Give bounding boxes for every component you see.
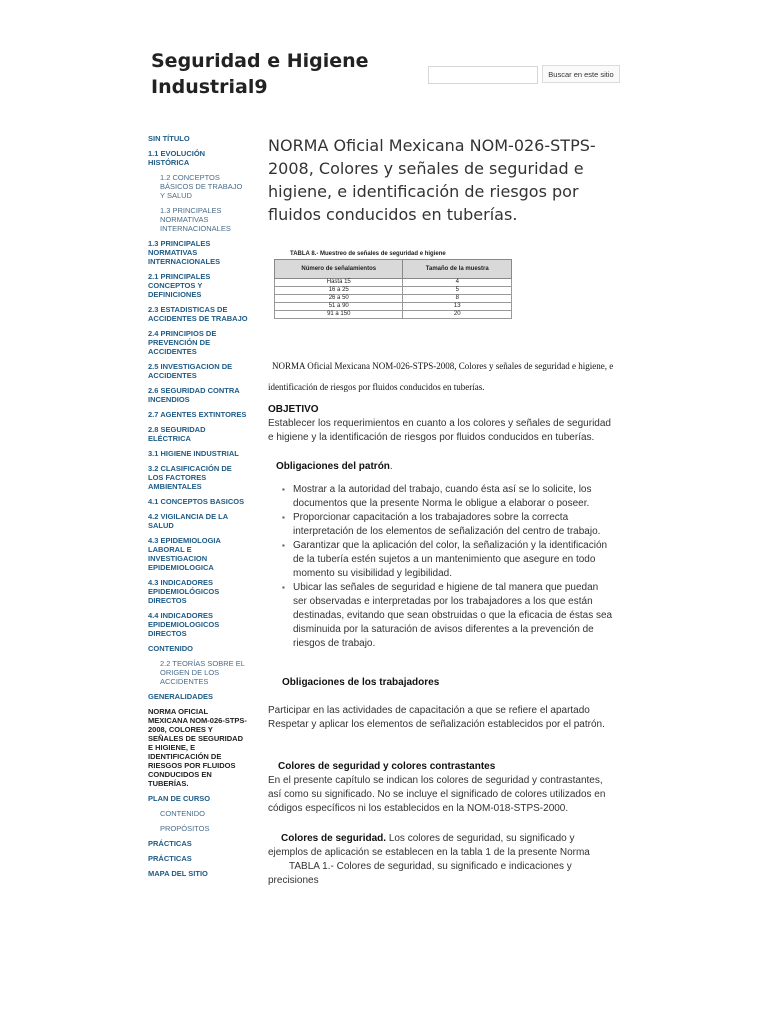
list-item xyxy=(268,581,613,651)
colores-seguridad-label: Colores de seguridad. xyxy=(281,833,387,844)
table-row xyxy=(275,303,512,311)
table-cell: 8 xyxy=(403,295,512,303)
sidebar-item[interactable]: NORMA OFICIAL MEXICANA NOM-026-STPS-2008, COLORES Y SEÑALES DE SEGURIDAD E HIGIENE, E IDENTIFICACIÓN DE RIESGOS POR FLUIDOS CONDUCIDOS EN TUBERÍAS. xyxy=(148,707,247,788)
sidebar-item[interactable]: PRÁCTICAS xyxy=(148,839,192,848)
sidebar-item[interactable]: 4.3 EPIDEMIOLOGIA LABORAL E INVESTIGACION EPIDEMIOLOGICA xyxy=(148,536,221,572)
sidebar-item[interactable]: 2.5 INVESTIGACION DE ACCIDENTES xyxy=(148,362,233,380)
table-cell: 51 a 90 xyxy=(275,303,403,311)
bullet-icon: ▪ xyxy=(282,485,285,494)
sidebar-item[interactable]: CONTENIDO xyxy=(148,644,193,653)
list-item xyxy=(268,539,613,581)
sidebar-item[interactable]: 3.1 HIGIENE INDUSTRIAL xyxy=(148,449,239,458)
sidebar-item[interactable]: 4.2 VIGILANCIA DE LA SALUD xyxy=(148,512,228,530)
colores-text: En el presente capítulo se indican los colores de seguridad y contrastantes, así como su significado. No se incluye el significado de colores utilizados en códigos específicos ni los establecidos en la NOM-018-STPS-2000. xyxy=(268,775,606,814)
sidebar-item[interactable]: CONTENIDO xyxy=(160,809,205,818)
sidebar-item[interactable]: 1.3 PRINCIPALES NORMATIVAS INTERNACIONALES xyxy=(160,206,231,233)
obligaciones-trabajadores-heading: Obligaciones de los trabajadores xyxy=(282,677,440,688)
muestreo-table-image xyxy=(272,249,512,343)
search-input[interactable] xyxy=(428,66,538,84)
sidebar-item[interactable]: 2.2 TEORÍAS SOBRE EL ORIGEN DE LOS ACCIDENTES xyxy=(160,659,245,686)
image-caption: NORMA Oficial Mexicana NOM-026-STPS-2008, Colores y señales de seguridad e higiene, e identificación de riesgos por fluidos conducidos en tuberías. xyxy=(268,361,614,392)
site-title[interactable]: Seguridad e Higiene Industrial9 xyxy=(151,50,369,98)
sidebar-item[interactable]: 2.6 SEGURIDAD CONTRA INCENDIOS xyxy=(148,386,240,404)
obligaciones-trabajadores-text: Participar en las actividades de capacitación a que se refiere el apartado Respetar y aplicar los elementos de señalización establecidos por el patrón. xyxy=(268,705,605,730)
obligaciones-patron-list xyxy=(268,483,613,651)
objetivo-heading: OBJETIVO xyxy=(268,404,319,415)
sidebar-nav xyxy=(148,134,248,884)
page-title: NORMA Oficial Mexicana NOM-026-STPS-2008, Colores y señales de seguridad e higiene, e identificación de riesgos por fluidos conducidos en tuberías. xyxy=(268,136,596,224)
table-cell: 13 xyxy=(403,303,512,311)
obligaciones-patron-label: Obligaciones del patrón xyxy=(276,461,390,472)
table-cell: 26 a 50 xyxy=(275,295,403,303)
table-cell: 20 xyxy=(403,311,512,319)
sidebar-item[interactable]: 4.3 INDICADORES EPIDEMIOLÓGICOS DIRECTOS xyxy=(148,578,220,605)
sidebar-item[interactable]: 1.1 EVOLUCIÓN HISTÓRICA xyxy=(148,149,206,167)
table-cell: 91 a 150 xyxy=(275,311,403,319)
colores-seguridad-paragraph xyxy=(268,832,613,860)
sidebar-item[interactable]: 1.2 CONCEPTOS BÁSICOS DE TRABAJO Y SALUD xyxy=(160,173,243,200)
tabla1-text: TABLA 1.- Colores de seguridad, su significado e indicaciones y precisiones xyxy=(268,861,572,886)
table-header: Tamaño de la muestra xyxy=(403,260,512,279)
muestreo-table xyxy=(274,259,512,319)
sidebar-item[interactable]: 2.4 PRINCIPIOS DE PREVENCIÓN DE ACCIDENTES xyxy=(148,329,217,356)
main-content xyxy=(268,134,613,226)
sidebar-item[interactable]: 2.3 ESTADISTICAS DE ACCIDENTES DE TRABAJO xyxy=(148,305,248,323)
sidebar-item[interactable]: 4.4 INDICADORES EPIDEMIOLOGICOS DIRECTOS xyxy=(148,611,220,638)
list-item xyxy=(268,483,613,511)
table-row xyxy=(275,295,512,303)
list-item-text: Ubicar las señales de seguridad e higiene de tal manera que puedan ser observadas e interpretadas por los trabajadores a los que están destinadas, evitando que sean obstruidas o que la eficacia de éstas sea disminuida por la saturación de avisos diferentes a la prevención de riesgos de trabajo. xyxy=(293,582,613,649)
sidebar-item[interactable]: 3.2 CLASIFICACIÓN DE LOS FACTORES AMBIENTALES xyxy=(148,464,232,491)
table-cell: 5 xyxy=(403,287,512,295)
colores-seguridad-text: Los colores de seguridad, su significado y ejemplos de aplicación se establecen en la tabla 1 de la presente Norma xyxy=(268,833,590,858)
sidebar-item[interactable]: 2.7 AGENTES EXTINTORES xyxy=(148,410,247,419)
objetivo-text: Establecer los requerimientos en cuanto a los colores y señales de seguridad e higiene y la identificación de riesgos por fluidos conducidos en tuberías. xyxy=(268,418,611,443)
table-cell: 16 a 25 xyxy=(275,287,403,295)
colores-heading: Colores de seguridad y colores contrastantes xyxy=(278,761,496,772)
table-cell: Hasta 15 xyxy=(275,279,403,287)
list-item-text: Proporcionar capacitación a los trabajadores sobre la correcta interpretación de los elementos de señalización del centro de trabajo. xyxy=(293,512,601,537)
sidebar-item[interactable]: PRÁCTICAS xyxy=(148,854,192,863)
bullet-icon: ▪ xyxy=(282,583,285,592)
sidebar-item[interactable]: GENERALIDADES xyxy=(148,692,214,701)
sidebar-item[interactable]: 4.1 CONCEPTOS BASICOS xyxy=(148,497,245,506)
bullet-icon: ▪ xyxy=(282,541,285,550)
bullet-icon: ▪ xyxy=(282,513,285,522)
table-image-caption: TABLA 8.- Muestreo de señales de seguridad e higiene xyxy=(290,251,446,257)
list-item-text: Mostrar a la autoridad del trabajo, cuando ésta así se lo solicite, los documentos que la presente Norma le obligue a elaborar o poseer. xyxy=(293,484,592,509)
sidebar-item[interactable]: SIN TÍTULO xyxy=(148,134,190,143)
table-row xyxy=(275,279,512,287)
search-button[interactable]: Buscar en este sitio xyxy=(542,65,620,83)
sidebar-item[interactable]: 2.8 SEGURIDAD ELÉCTRICA xyxy=(148,425,206,443)
sidebar-item[interactable]: MAPA DEL SITIO xyxy=(148,869,208,878)
table-header: Número de señalamientos xyxy=(275,260,403,279)
list-item-text: Garantizar que la aplicación del color, la señalización y la identificación de la tubería estén sujetos a un mantenimiento que asegure en todo momento su visibilidad y legibilidad. xyxy=(293,540,608,579)
table-row xyxy=(275,311,512,319)
sidebar-item[interactable]: 1.3 PRINCIPALES NORMATIVAS INTERNACIONALES xyxy=(148,239,221,266)
obligaciones-patron-heading: Obligaciones del patrón. xyxy=(276,461,393,472)
sidebar-item[interactable]: PROPÓSITOS xyxy=(160,824,210,833)
table-cell: 4 xyxy=(403,279,512,287)
list-item xyxy=(268,511,613,539)
sidebar-item[interactable]: 2.1 PRINCIPALES CONCEPTOS Y DEFINICIONES xyxy=(148,272,211,299)
table-row xyxy=(275,287,512,295)
sidebar-item[interactable]: PLAN DE CURSO xyxy=(148,794,211,803)
